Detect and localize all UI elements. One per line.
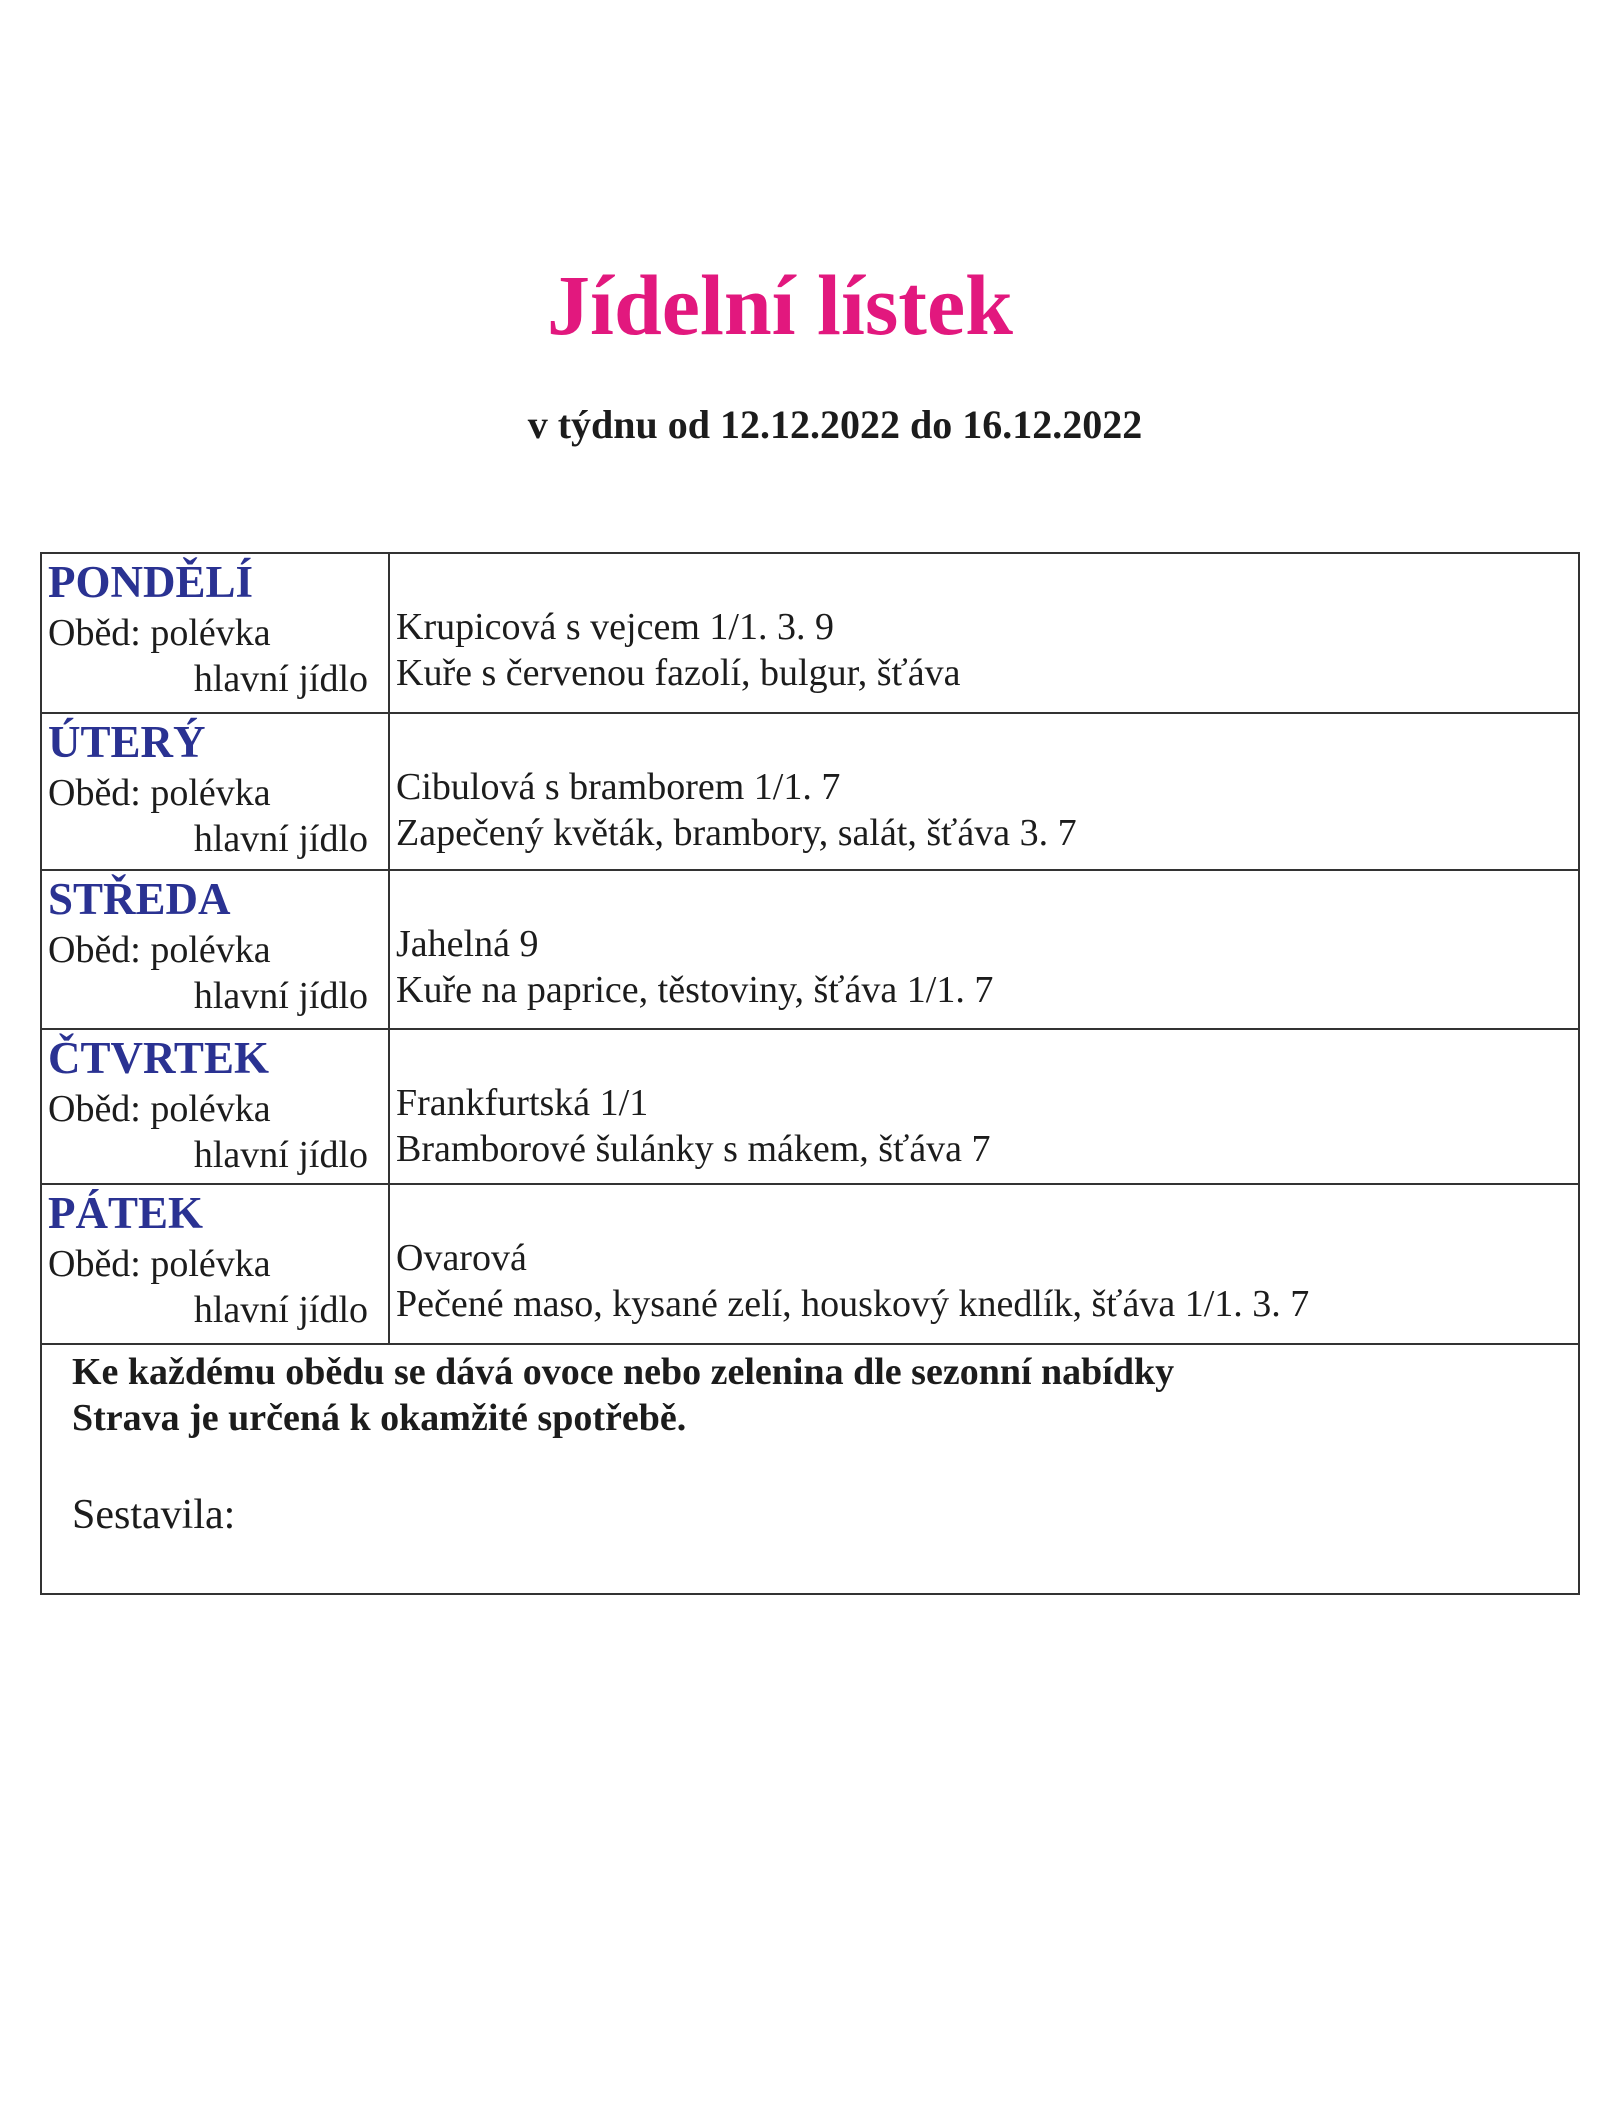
main-dish-text: Pečené maso, kysané zelí, houskový knedlík, šťáva 1/1. 3. 7 xyxy=(396,1283,1310,1325)
day-name: ÚTERÝ xyxy=(48,717,206,767)
main-dish-text: Kuře s červenou fazolí, bulgur, šťáva xyxy=(396,652,961,694)
meal-cell xyxy=(390,1185,1578,1343)
main-dish-text: Bramborové šulánky s mákem, šťáva 7 xyxy=(396,1128,991,1170)
main-dish-text: Zapečený květák, brambory, salát, šťáva 3. 7 xyxy=(396,812,1077,854)
page-title: Jídelní lístek xyxy=(547,257,1013,353)
day-name: PONDĚLÍ xyxy=(48,557,254,607)
main-course-label: hlavní jídlo xyxy=(193,658,368,700)
day-label-cell xyxy=(42,871,390,1028)
lunch-soup-label: Oběd: polévka xyxy=(48,1243,271,1285)
day-label-cell xyxy=(42,1030,390,1183)
main-course-label: hlavní jídlo xyxy=(193,1134,368,1176)
signature-label: Sestavila: xyxy=(72,1492,236,1538)
day-row-tuesday xyxy=(42,714,1578,871)
lunch-soup-label: Oběd: polévka xyxy=(48,929,271,971)
main-course-label: hlavní jídlo xyxy=(193,1289,368,1331)
day-label-cell xyxy=(42,1185,390,1343)
main-course-label: hlavní jídlo xyxy=(193,975,368,1017)
soup-text: Frankfurtská 1/1 xyxy=(396,1082,649,1124)
soup-text: Cibulová s bramborem 1/1. 7 xyxy=(396,766,841,808)
meal-cell xyxy=(390,554,1578,712)
day-row-friday xyxy=(42,1185,1578,1345)
note-immediate-consumption: Strava je určená k okamžité spotřebě. xyxy=(72,1397,687,1439)
main-course-label: hlavní jídlo xyxy=(193,818,368,860)
lunch-soup-label: Oběd: polévka xyxy=(48,1088,271,1130)
day-row-monday xyxy=(42,554,1578,714)
lunch-soup-label: Oběd: polévka xyxy=(48,772,271,814)
main-dish-text: Kuře na paprice, těstoviny, šťáva 1/1. 7 xyxy=(396,969,994,1011)
day-row-thursday xyxy=(42,1030,1578,1185)
day-row-wednesday xyxy=(42,871,1578,1030)
menu-table xyxy=(40,552,1580,1595)
week-range: v týdnu od 12.12.2022 do 16.12.2022 xyxy=(527,402,1143,447)
day-label-cell xyxy=(42,714,390,869)
soup-text: Krupicová s vejcem 1/1. 3. 9 xyxy=(396,606,834,648)
day-name: PÁTEK xyxy=(48,1188,204,1238)
meal-cell xyxy=(390,871,1578,1028)
footer-notes xyxy=(42,1345,1578,1593)
note-seasonal-fruit: Ke každému obědu se dává ovoce nebo zelenina dle sezonní nabídky xyxy=(72,1351,1175,1393)
day-label-cell xyxy=(42,554,390,712)
soup-text: Ovarová xyxy=(396,1237,527,1279)
soup-text: Jahelná 9 xyxy=(396,923,539,965)
meal-cell xyxy=(390,1030,1578,1183)
day-name: ČTVRTEK xyxy=(48,1033,269,1083)
meal-cell xyxy=(390,714,1578,869)
lunch-soup-label: Oběd: polévka xyxy=(48,612,271,654)
day-name: STŘEDA xyxy=(48,874,231,924)
